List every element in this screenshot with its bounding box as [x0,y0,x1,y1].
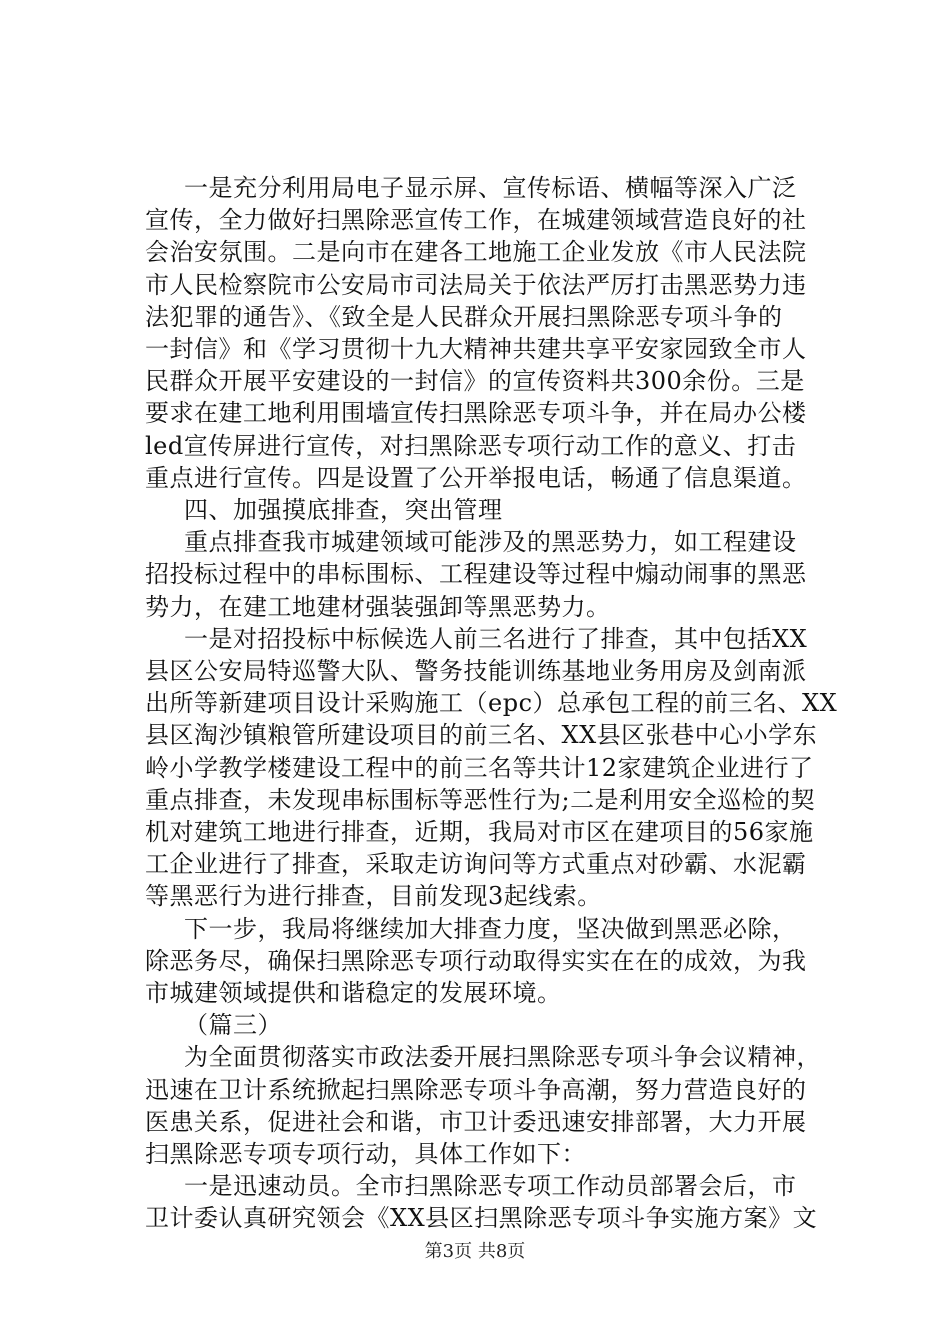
text-line: 县区公安局特巡警大队、警务技能训练基地业务用房及剑南派 [145,657,807,685]
text-line: 机对建筑工地进行排查，近期，我局对市区在建项目的56家施 [145,818,814,846]
text-line: 宣传，全力做好扫黑除恶宣传工作，在城建领域营造良好的社 [145,206,807,235]
section-heading: 四、加强摸底排查，突出管理 [184,496,503,524]
text-line: 一封信》和《学习贯彻十九大精神共建共享平安家园致全市人 [145,335,807,363]
text-line: 卫计委认真研究领会《XX县区扫黑除恶专项斗争实施方案》文 [145,1204,818,1233]
text-line: 招投标过程中的串标围标、工程建设等过程中煽动闹事的黑恶 [145,560,807,589]
text-line: 市城建领域提供和谐稳定的发展环境。 [145,979,562,1007]
text-line: 岭小学教学楼建设工程中的前三名等共计12家建筑企业进行了 [145,753,814,782]
text-line: 工企业进行了排查，采取走访询问等方式重点对砂霸、水泥霸 [145,850,807,879]
page-number: 第3页 共8页 [424,1241,526,1262]
text-line: 出所等新建项目设计采购施工（epc）总承包工程的前三名、XX [145,689,838,718]
text-line: 等黑恶行为进行排查，目前发现3起线索。 [145,882,602,911]
text-line: 一是充分利用局电子显示屏、宣传标语、横幅等深入广泛 [184,174,797,202]
text-line: （篇三） [184,1011,282,1040]
text-line: 一是对招投标中标候选人前三名进行了排查，其中包括XX [184,624,808,653]
text-line: 重点进行宣传。四是设置了公开举报电话，畅通了信息渠道。 [145,463,807,492]
text-line: led宣传屏进行宣传，对扫黑除恶专项行动工作的意义、打击 [145,431,797,460]
text-line: 除恶务尽，确保扫黑除恶专项行动取得实实在在的成效，为我 [145,946,807,975]
text-line: 迅速在卫计系统掀起扫黑除恶专项斗争高潮，努力营造良好的 [145,1075,807,1104]
text-line: 下一步，我局将继续加大排查力度，坚决做到黑恶必除， [184,914,797,943]
text-line: 扫黑除恶专项专项行动，具体工作如下： [145,1140,586,1168]
text-line: 民群众开展平安建设的一封信》的宣传资料共300余份。三是 [145,367,805,396]
text-line: 一是迅速动员。全市扫黑除恶专项工作动员部署会后，市 [184,1172,797,1201]
text-line: 重点排查，未发现串标围标等恶性行为;二是利用安全巡检的契 [145,785,816,814]
text-line: 会治安氛围。二是向市在建各工地施工企业发放《市人民法院 [145,238,807,267]
text-line: 势力，在建工地建材强装强卸等黑恶势力。 [145,592,611,621]
text-line: 医患关系，促进社会和谐，市卫计委迅速安排部署，大力开展 [145,1107,807,1136]
text-line: 县区淘沙镇粮管所建设项目的前三名、XX县区张巷中心小学东 [145,721,818,750]
text-line: 为全面贯彻落实市政法委开展扫黑除恶专项斗争会议精神， [184,1043,821,1072]
text-line: 法犯罪的通告》、《致全是人民群众开展扫黑除恶专项斗争的 [145,302,783,331]
text-line: 要求在建工地利用围墙宣传扫黑除恶专项斗争，并在局办公楼 [145,399,807,428]
text-line: 市人民检察院市公安局市司法局关于依法严厉打击黑恶势力违 [145,270,807,299]
text-line: 重点排查我市城建领域可能涉及的黑恶势力，如工程建设 [184,528,797,557]
